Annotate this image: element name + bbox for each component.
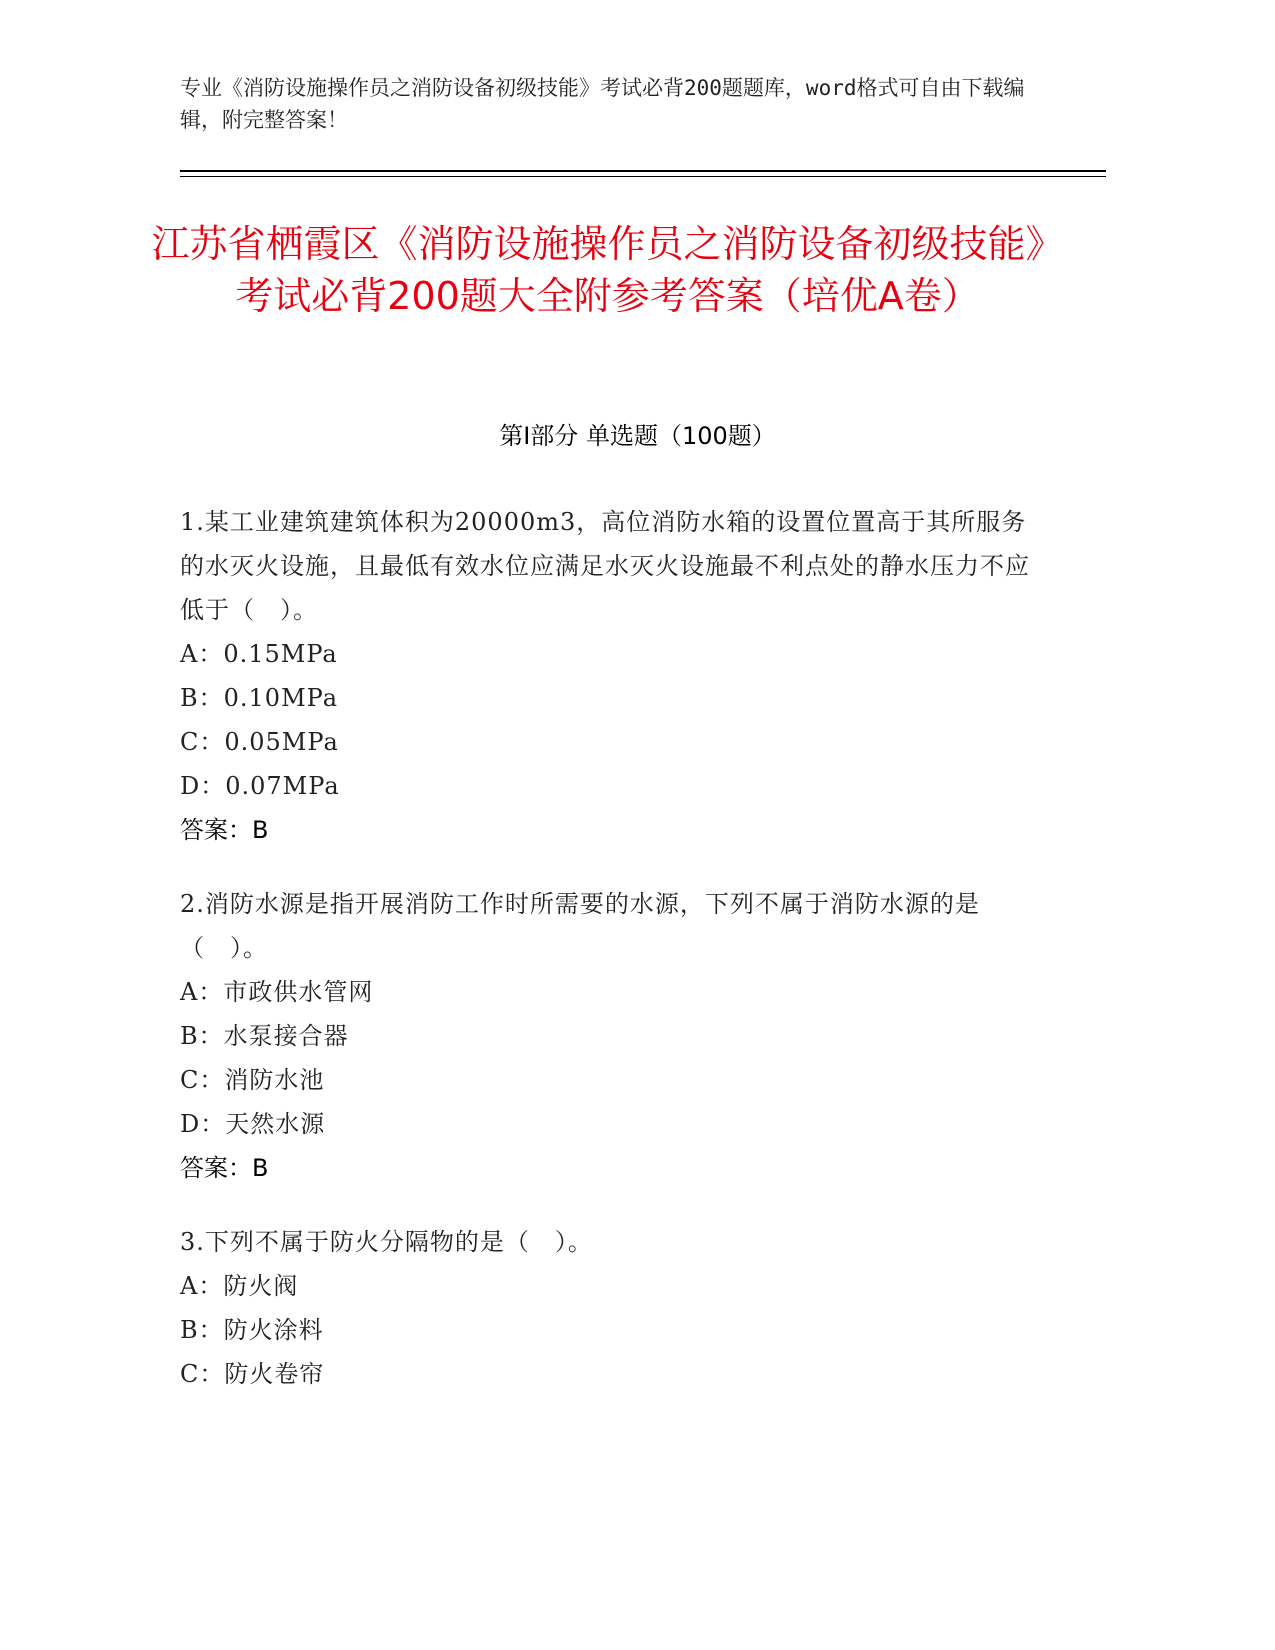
header-divider-thin [180,176,1106,177]
option-a: A：0.15MPa [180,640,338,668]
option-b: B：0.10MPa [180,684,339,712]
option-c: C：消防水池 [180,1066,325,1094]
option-d: D：天然水源 [180,1110,326,1138]
question-1 [180,500,1050,852]
option-a: A：防火阀 [180,1272,299,1300]
question-stem: 1.某工业建筑建筑体积为20000m3，高位消防水箱的设置位置高于其所服务的水灭火设施，且最低有效水位应满足水灭火设施最不利点处的静水压力不应低于（ ）。 [180,508,1030,624]
option-d: D：0.07MPa [180,772,340,800]
question-list [180,500,1050,1426]
question-stem: 2.消防水源是指开展消防工作时所需要的水源，下列不属于消防水源的是（ ）。 [180,890,980,962]
option-a: A：市政供水管网 [180,978,374,1006]
question-3 [180,1220,1050,1396]
document-title: 江苏省栖霞区《消防设施操作员之消防设备初级技能》考试必背200题大全附参考答案（培优A卷） [151,222,1064,318]
option-c: C：防火卷帘 [180,1360,325,1388]
header-note: 专业《消防设施操作员之消防设备初级技能》考试必背200题题库，word格式可自由下载编辑，附完整答案！ [180,76,1025,132]
answer: 答案：B [180,816,269,844]
section-title: 第Ⅰ部分 单选题（100题） [499,422,776,450]
option-c: C：0.05MPa [180,728,339,756]
header-divider-thick [180,170,1106,172]
option-b: B：防火涂料 [180,1316,324,1344]
question-stem: 3.下列不属于防火分隔物的是（ ）。 [180,1228,593,1256]
option-b: B：水泵接合器 [180,1022,349,1050]
answer: 答案：B [180,1154,269,1182]
question-2 [180,882,1050,1190]
